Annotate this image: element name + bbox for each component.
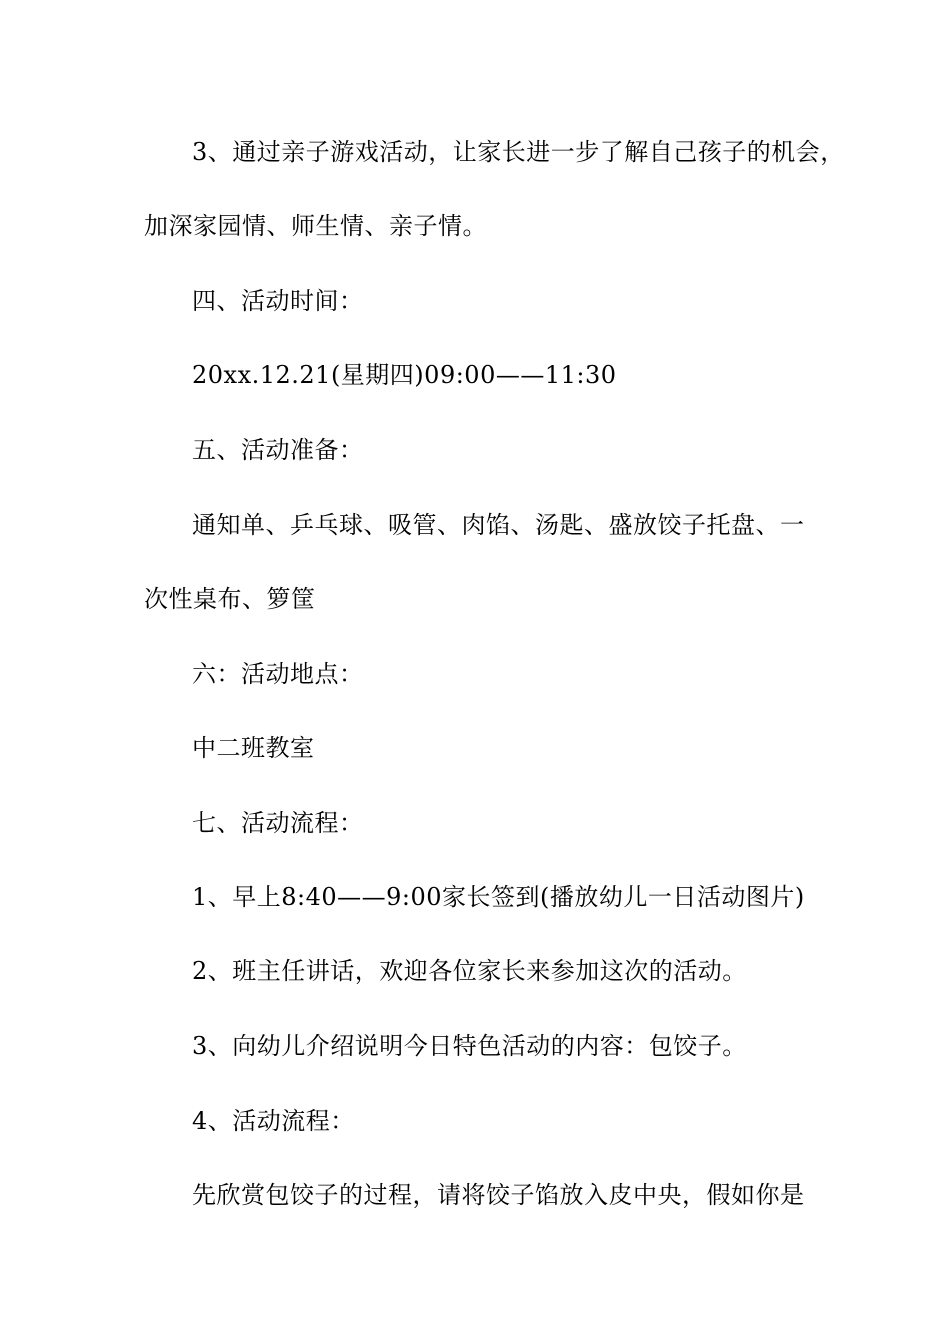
flow-step-4: 4、活动流程： — [192, 1107, 355, 1135]
preparation-list-line-1: 通知单、乒乓球、吸管、肉馅、汤匙、盛放饺子托盘、一 — [192, 511, 805, 539]
paragraph-goal-3-line-1: 3、通过亲子游戏活动，让家长进一步了解自己孩子的机会， — [192, 138, 845, 166]
flow-step-3: 3、向幼儿介绍说明今日特色活动的内容：包饺子。 — [192, 1032, 747, 1060]
preparation-list-line-2: 次性桌布、箩筐 — [144, 585, 316, 613]
heading-activity-preparation: 五、活动准备： — [192, 436, 364, 464]
heading-activity-flow: 七、活动流程： — [192, 809, 364, 837]
activity-time-value: 20xx.12.21(星期四)09:00——11:30 — [192, 361, 617, 389]
heading-activity-time: 四、活动时间： — [192, 287, 364, 315]
heading-activity-location: 六：活动地点： — [192, 660, 364, 688]
flow-step-4-detail-line-1: 先欣赏包饺子的过程，请将饺子馅放入皮中央，假如你是 — [192, 1181, 805, 1209]
flow-step-2: 2、班主任讲话，欢迎各位家长来参加这次的活动。 — [192, 957, 747, 985]
activity-location-value: 中二班教室 — [192, 734, 315, 762]
flow-step-1: 1、早上8:40——9:00家长签到(播放幼儿一日活动图片) — [192, 883, 805, 911]
paragraph-goal-3-line-2: 加深家园情、师生情、亲子情。 — [144, 212, 487, 240]
